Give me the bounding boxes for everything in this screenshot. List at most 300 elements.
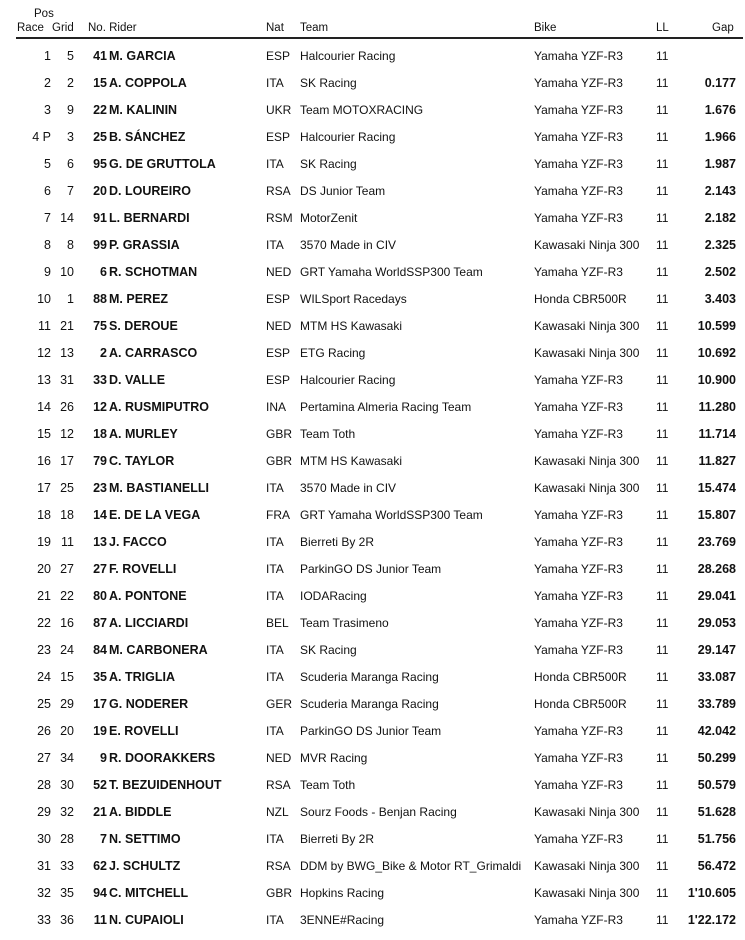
gap-time: 50.299	[697, 751, 736, 765]
rider-name	[109, 427, 178, 441]
race-position: 19	[37, 535, 51, 549]
gap-time: 0.177	[704, 76, 736, 90]
table-row	[0, 259, 745, 286]
race-position: 30	[37, 832, 51, 846]
laps-completed: 11	[656, 238, 669, 252]
rider-name	[109, 778, 222, 792]
team-name: 3ENNE#Racing	[300, 913, 385, 927]
table-row	[0, 421, 745, 448]
rider-number: 87	[93, 616, 107, 630]
team-name: Halcourier Racing	[300, 373, 396, 387]
laps-completed: 11	[656, 697, 669, 711]
bike-model: Yamaha YZF-R3	[534, 751, 623, 765]
rider-number: 19	[93, 724, 107, 738]
rider-name	[109, 184, 191, 198]
race-position: 28	[37, 778, 51, 792]
grid-position: 20	[60, 724, 74, 738]
race-position: 20	[37, 562, 51, 576]
gap-time: 1.987	[704, 157, 736, 171]
rider-initial: B.	[109, 130, 122, 144]
rider-surname: MURLEY	[124, 427, 178, 441]
header-nat: Nat	[266, 22, 284, 34]
nationality: NZL	[266, 805, 289, 819]
grid-position: 18	[60, 508, 74, 522]
gap-time: 10.692	[697, 346, 736, 360]
laps-completed: 11	[656, 76, 669, 90]
laps-completed: 11	[656, 886, 669, 900]
laps-completed: 11	[656, 157, 669, 171]
grid-position: 33	[60, 859, 74, 873]
laps-completed: 11	[656, 130, 669, 144]
gap-time: 3.403	[704, 292, 736, 306]
rider-name	[109, 913, 184, 927]
rider-name	[109, 103, 177, 117]
rider-surname: COPPOLA	[124, 76, 187, 90]
rider-name	[109, 211, 190, 225]
laps-completed: 11	[656, 211, 669, 225]
rider-surname: GARCIA	[126, 49, 176, 63]
laps-completed: 11	[656, 319, 669, 333]
grid-position: 12	[60, 427, 74, 441]
team-name: Team Trasimeno	[300, 616, 389, 630]
race-position: 5	[44, 157, 51, 171]
rider-initial: M.	[109, 481, 123, 495]
rider-name	[109, 481, 209, 495]
rider-initial: A.	[109, 427, 122, 441]
laps-completed: 11	[656, 670, 669, 684]
team-name: MVR Racing	[300, 751, 368, 765]
team-name: 3570 Made in CIV	[300, 481, 397, 495]
rider-initial: J.	[109, 859, 120, 873]
rider-number: 79	[93, 454, 107, 468]
grid-position: 9	[67, 103, 74, 117]
table-row	[0, 151, 745, 178]
bike-model: Yamaha YZF-R3	[534, 211, 623, 225]
team-name: Team Toth	[300, 778, 356, 792]
rider-initial: C.	[109, 454, 122, 468]
rider-number: 23	[93, 481, 107, 495]
rider-name	[109, 400, 209, 414]
team-name: WILSport Racedays	[300, 292, 407, 306]
grid-position: 35	[60, 886, 74, 900]
grid-position: 27	[60, 562, 74, 576]
gap-time: 10.900	[697, 373, 736, 387]
gap-time: 2.143	[704, 184, 736, 198]
laps-completed: 11	[656, 265, 669, 279]
rider-surname: GRASSIA	[122, 238, 180, 252]
bike-model: Yamaha YZF-R3	[534, 562, 623, 576]
nationality: ITA	[266, 589, 284, 603]
rider-name	[109, 832, 181, 846]
rider-initial: A.	[109, 616, 122, 630]
laps-completed: 11	[656, 562, 669, 576]
team-name: MTM HS Kawasaki	[300, 454, 403, 468]
team-name: Team Toth	[300, 427, 356, 441]
nationality: NED	[266, 751, 292, 765]
laps-completed: 11	[656, 778, 669, 792]
laps-completed: 11	[656, 49, 669, 63]
nationality: UKR	[266, 103, 292, 117]
rider-initial: J.	[109, 535, 120, 549]
rider-surname: PEREZ	[126, 292, 169, 306]
bike-model: Yamaha YZF-R3	[534, 535, 623, 549]
team-name: GRT Yamaha WorldSSP300 Team	[300, 508, 483, 522]
laps-completed: 11	[656, 346, 669, 360]
laps-completed: 11	[656, 643, 669, 657]
rider-surname: CARBONERA	[126, 643, 208, 657]
race-position: 17	[37, 481, 51, 495]
race-position: 13	[37, 373, 51, 387]
rider-surname: NODERER	[125, 697, 189, 711]
rider-number: 88	[93, 292, 107, 306]
table-row	[0, 637, 745, 664]
rider-number: 7	[100, 832, 107, 846]
rider-number: 62	[93, 859, 107, 873]
rider-initial: M.	[109, 292, 123, 306]
team-name: ParkinGO DS Junior Team	[300, 562, 442, 576]
rider-name	[109, 589, 187, 603]
grid-position: 17	[60, 454, 74, 468]
rider-surname: ROVELLI	[122, 562, 177, 576]
grid-position: 13	[60, 346, 74, 360]
team-name: SK Racing	[300, 643, 357, 657]
gap-time: 11.280	[698, 400, 736, 414]
race-position: 4 P	[32, 130, 51, 144]
gap-time: 2.182	[704, 211, 736, 225]
nationality: ESP	[266, 130, 291, 144]
race-position: 1	[44, 49, 51, 63]
header-ll: LL	[656, 22, 669, 34]
table-row	[0, 799, 745, 826]
race-position: 11	[38, 319, 51, 333]
laps-completed: 11	[656, 400, 669, 414]
gap-time: 51.756	[697, 832, 736, 846]
laps-completed: 11	[656, 292, 669, 306]
rider-surname: SCHOTMAN	[124, 265, 198, 279]
gap-time: 2.325	[704, 238, 736, 252]
nationality: ITA	[266, 643, 284, 657]
bike-model: Honda CBR500R	[534, 697, 627, 711]
rider-number: 75	[93, 319, 107, 333]
rider-name	[109, 319, 178, 333]
gap-time: 1.966	[704, 130, 736, 144]
table-row	[0, 205, 745, 232]
rider-surname: BEZUIDENHOUT	[122, 778, 222, 792]
rider-number: 27	[93, 562, 107, 576]
table-row	[0, 718, 745, 745]
gap-time: 11.714	[698, 427, 736, 441]
nationality: ESP	[266, 49, 291, 63]
rider-initial: R.	[109, 751, 122, 765]
rider-initial: D.	[109, 184, 122, 198]
table-row	[0, 664, 745, 691]
gap-time: 10.599	[697, 319, 736, 333]
nationality: ITA	[266, 832, 284, 846]
table-row	[0, 772, 745, 799]
rider-number: 84	[93, 643, 107, 657]
laps-completed: 11	[656, 454, 669, 468]
rider-number: 6	[100, 265, 107, 279]
rider-name	[109, 724, 178, 738]
bike-model: Kawasaki Ninja 300	[534, 859, 640, 873]
rider-name	[109, 697, 188, 711]
gap-time: 51.628	[697, 805, 736, 819]
race-position: 6	[44, 184, 51, 198]
race-position: 12	[37, 346, 51, 360]
laps-completed: 11	[656, 103, 669, 117]
race-position: 9	[44, 265, 51, 279]
rider-name	[109, 751, 215, 765]
nationality: ITA	[266, 238, 284, 252]
bike-model: Kawasaki Ninja 300	[534, 319, 640, 333]
table-row	[0, 556, 745, 583]
rider-number: 41	[93, 49, 107, 63]
rider-surname: PONTONE	[124, 589, 187, 603]
rider-surname: MITCHELL	[124, 886, 189, 900]
rider-surname: BIDDLE	[124, 805, 172, 819]
nationality: ESP	[266, 346, 291, 360]
team-name: SK Racing	[300, 157, 357, 171]
race-position: 10	[37, 292, 51, 306]
rider-initial: T.	[109, 778, 119, 792]
header-no-rider: No. Rider	[88, 22, 137, 34]
bike-model: Kawasaki Ninja 300	[534, 886, 640, 900]
rider-number: 94	[93, 886, 107, 900]
bike-model: Yamaha YZF-R3	[534, 400, 623, 414]
bike-model: Kawasaki Ninja 300	[534, 805, 640, 819]
nationality: RSA	[266, 778, 291, 792]
team-name: Halcourier Racing	[300, 130, 396, 144]
rider-number: 99	[93, 238, 107, 252]
rider-initial: S.	[109, 319, 121, 333]
rider-initial: M.	[109, 643, 123, 657]
header-pos: Pos	[34, 8, 54, 20]
table-row	[0, 367, 745, 394]
gap-time: 50.579	[697, 778, 736, 792]
laps-completed: 11	[656, 724, 669, 738]
rider-name	[109, 670, 175, 684]
rider-number: 35	[93, 670, 107, 684]
grid-position: 30	[60, 778, 74, 792]
rider-surname: FACCO	[122, 535, 167, 549]
race-position: 18	[37, 508, 51, 522]
bike-model: Yamaha YZF-R3	[534, 913, 623, 927]
table-row	[0, 340, 745, 367]
grid-position: 10	[60, 265, 74, 279]
bike-model: Yamaha YZF-R3	[534, 616, 623, 630]
team-name: IODARacing	[300, 589, 367, 603]
rider-number: 14	[93, 508, 107, 522]
team-name: ETG Racing	[300, 346, 366, 360]
table-row	[0, 583, 745, 610]
rider-number: 25	[93, 130, 107, 144]
table-row	[0, 853, 745, 880]
rider-initial: A.	[109, 670, 122, 684]
nationality: RSM	[266, 211, 293, 225]
race-position: 24	[37, 670, 51, 684]
rider-number: 91	[93, 211, 107, 225]
rider-name	[109, 292, 168, 306]
rider-number: 80	[93, 589, 107, 603]
rider-initial: A.	[109, 400, 122, 414]
rider-name	[109, 616, 188, 630]
laps-completed: 11	[656, 535, 669, 549]
team-name: Team MOTOXRACING	[300, 103, 424, 117]
nationality: GBR	[266, 454, 293, 468]
table-row	[0, 529, 745, 556]
rider-surname: DEROUE	[124, 319, 178, 333]
gap-time: 29.041	[697, 589, 736, 603]
team-name: Scuderia Maranga Racing	[300, 697, 439, 711]
nationality: GBR	[266, 886, 293, 900]
team-name: ParkinGO DS Junior Team	[300, 724, 442, 738]
rider-surname: CUPAIOLI	[124, 913, 184, 927]
grid-position: 24	[60, 643, 74, 657]
table-row	[0, 43, 745, 70]
rider-name	[109, 454, 174, 468]
header-race: Race	[17, 22, 44, 34]
gap-time: 1'10.605	[687, 886, 736, 900]
gap-time: 29.147	[697, 643, 736, 657]
nationality: ESP	[266, 373, 291, 387]
laps-completed: 11	[656, 832, 669, 846]
table-row	[0, 448, 745, 475]
team-name: Halcourier Racing	[300, 49, 396, 63]
laps-completed: 11	[656, 913, 669, 927]
bike-model: Yamaha YZF-R3	[534, 49, 623, 63]
gap-time: 56.472	[697, 859, 736, 873]
bike-model: Kawasaki Ninja 300	[534, 481, 640, 495]
grid-position: 16	[60, 616, 74, 630]
table-row	[0, 178, 745, 205]
gap-time: 1'22.172	[687, 913, 736, 927]
rider-surname: DE GRUTTOLA	[125, 157, 216, 171]
nationality: RSA	[266, 859, 291, 873]
table-row	[0, 745, 745, 772]
table-row	[0, 394, 745, 421]
rider-name	[109, 346, 197, 360]
rider-number: 13	[93, 535, 107, 549]
nationality: RSA	[266, 184, 291, 198]
grid-position: 2	[67, 76, 74, 90]
race-position: 3	[44, 103, 51, 117]
table-row	[0, 232, 745, 259]
grid-position: 14	[60, 211, 74, 225]
grid-position: 29	[60, 697, 74, 711]
header-grid: Grid	[52, 22, 74, 34]
nationality: GER	[266, 697, 293, 711]
table-row	[0, 70, 745, 97]
race-position: 21	[37, 589, 51, 603]
rider-initial: R.	[109, 265, 122, 279]
team-name: MTM HS Kawasaki	[300, 319, 403, 333]
rider-initial: F.	[109, 562, 119, 576]
rider-surname: SÁNCHEZ	[124, 130, 186, 144]
laps-completed: 11	[656, 508, 669, 522]
rider-name	[109, 238, 180, 252]
nationality: NED	[266, 265, 292, 279]
nationality: BEL	[266, 616, 289, 630]
bike-model: Yamaha YZF-R3	[534, 643, 623, 657]
rider-name	[109, 76, 187, 90]
gap-time: 15.807	[697, 508, 736, 522]
gap-time: 1.676	[704, 103, 736, 117]
grid-position: 36	[60, 913, 74, 927]
laps-completed: 11	[656, 184, 669, 198]
gap-time: 23.769	[697, 535, 736, 549]
laps-completed: 11	[656, 859, 669, 873]
table-row	[0, 475, 745, 502]
rider-name	[109, 562, 176, 576]
bike-model: Yamaha YZF-R3	[534, 589, 623, 603]
laps-completed: 11	[656, 481, 669, 495]
race-position: 8	[44, 238, 51, 252]
rider-initial: P.	[109, 238, 120, 252]
race-position: 7	[44, 211, 51, 225]
gap-time: 11.827	[698, 454, 736, 468]
rider-number: 20	[93, 184, 107, 198]
team-name: DDM by BWG_Bike & Motor RT_Grimaldi	[300, 859, 522, 873]
nationality: NED	[266, 319, 292, 333]
race-position: 31	[37, 859, 51, 873]
grid-position: 8	[67, 238, 74, 252]
team-name: Bierreti By 2R	[300, 832, 375, 846]
team-name: Hopkins Racing	[300, 886, 385, 900]
bike-model: Yamaha YZF-R3	[534, 427, 623, 441]
rider-number: 9	[100, 751, 107, 765]
grid-position: 15	[60, 670, 74, 684]
gap-time: 29.053	[697, 616, 736, 630]
race-position: 32	[37, 886, 51, 900]
rider-initial: N.	[109, 832, 122, 846]
bike-model: Kawasaki Ninja 300	[534, 454, 640, 468]
team-name: DS Junior Team	[300, 184, 386, 198]
rider-initial: L.	[109, 211, 121, 225]
grid-position: 31	[60, 373, 74, 387]
rider-surname: BASTIANELLI	[126, 481, 210, 495]
bike-model: Kawasaki Ninja 300	[534, 238, 640, 252]
team-name: 3570 Made in CIV	[300, 238, 397, 252]
gap-time: 2.502	[704, 265, 736, 279]
rider-initial: M.	[109, 103, 123, 117]
rider-name	[109, 805, 172, 819]
rider-initial: G.	[109, 157, 123, 171]
rider-number: 2	[100, 346, 107, 360]
rider-name	[109, 157, 216, 171]
nationality: INA	[266, 400, 287, 414]
table-row	[0, 907, 745, 934]
nationality: ITA	[266, 670, 284, 684]
bike-model: Yamaha YZF-R3	[534, 832, 623, 846]
rider-surname: ROVELLI	[124, 724, 179, 738]
rider-initial: G.	[109, 697, 123, 711]
gap-time: 28.268	[697, 562, 736, 576]
grid-position: 21	[60, 319, 74, 333]
bike-model: Honda CBR500R	[534, 670, 627, 684]
header-bike: Bike	[534, 22, 557, 34]
gap-time: 33.789	[697, 697, 736, 711]
rider-number: 11	[93, 913, 107, 927]
race-position: 29	[37, 805, 51, 819]
grid-position: 32	[60, 805, 74, 819]
race-position: 2	[44, 76, 51, 90]
rider-initial: M.	[109, 49, 123, 63]
rider-initial: A.	[109, 589, 122, 603]
team-name: Scuderia Maranga Racing	[300, 670, 439, 684]
nationality: ITA	[266, 535, 284, 549]
rider-name	[109, 535, 167, 549]
race-position: 16	[37, 454, 51, 468]
